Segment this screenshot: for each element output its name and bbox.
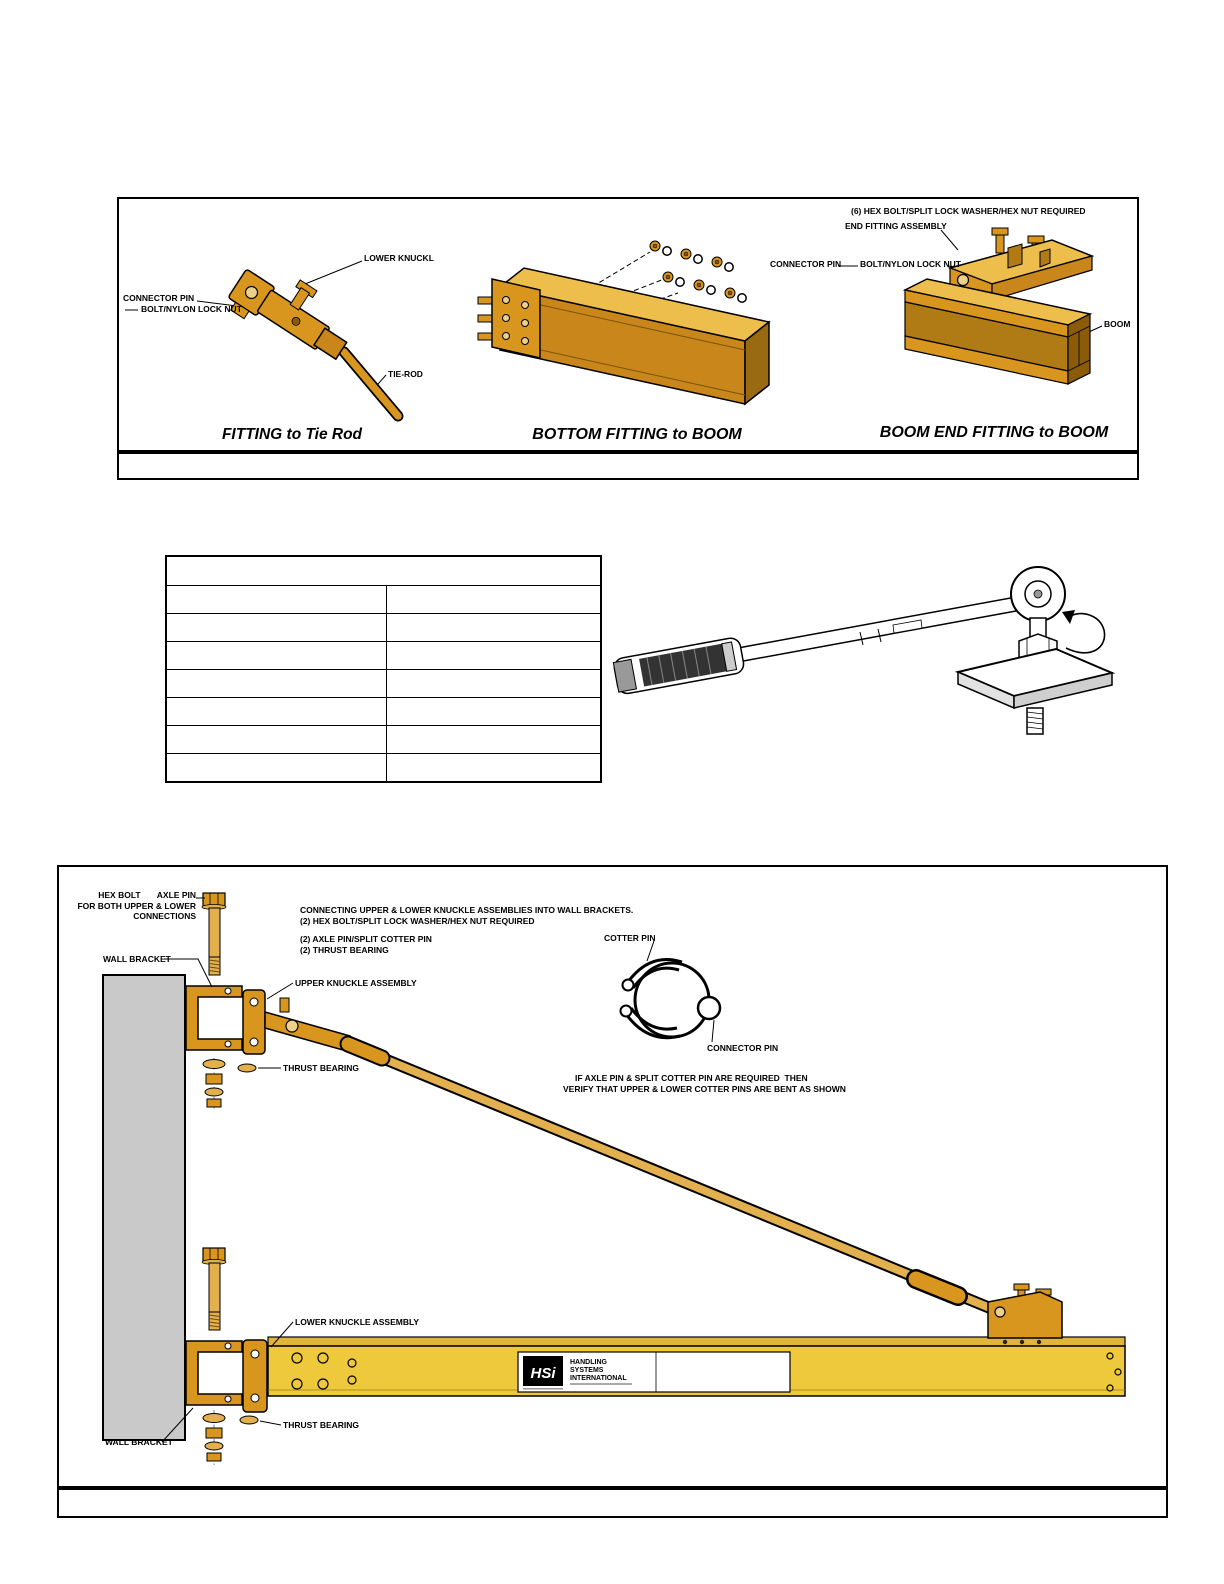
table-cell (167, 586, 387, 613)
label-thrust-bearing-top: THRUST BEARING (283, 1063, 360, 1073)
table-cell (167, 670, 387, 697)
table-cell (387, 586, 600, 613)
hex-bolt-axle-pin-line1: HEX BOLT AXLE PIN (98, 890, 196, 900)
rotation-arrow (1066, 614, 1105, 653)
table-cell (167, 754, 387, 781)
hex-bolt-bottom (202, 1248, 226, 1330)
label-thrust-bearing-bottom: THRUST BEARING (283, 1420, 360, 1430)
top-figures-art (117, 197, 1139, 452)
label-connector-pin-1: CONNECTOR PIN (123, 293, 195, 303)
table-cell (167, 726, 387, 753)
wall-column (103, 975, 185, 1440)
table-row (167, 585, 600, 613)
label-connector-pin: CONNECTOR PIN (707, 1043, 779, 1053)
table-cell (167, 698, 387, 725)
hsi-label (518, 1352, 790, 1392)
label-tie-rod: TIE-ROD (388, 369, 423, 379)
caption-fitting-to-tie-rod: FITTING to Tie Rod (221, 426, 363, 443)
table-cell (167, 614, 387, 641)
label-cotter-pin: COTTER PIN (604, 933, 656, 943)
wall-bracket-bottom-figure (186, 1341, 242, 1405)
hsi-name-line2: SYSTEMS (570, 1367, 604, 1374)
torque-wrench-figure (613, 567, 1112, 734)
boom-end-fitting-figure (838, 228, 1102, 384)
caption-bottom-fitting-to-boom: BOTTOM FITTING to BOOM (532, 426, 742, 443)
table-row (167, 753, 600, 781)
label-wall-bracket-top: WALL BRACKET (103, 954, 171, 964)
table-cell (387, 698, 600, 725)
label-wall-bracket-bottom: WALL BRACKET (105, 1437, 173, 1447)
hsi-name-line3: INTERNATIONAL (570, 1375, 627, 1382)
hsi-name-line1: HANDLING (570, 1359, 607, 1366)
label-lower-knuckle: LOWER KNUCKL (364, 253, 434, 263)
note-line4: (2) THRUST BEARING (300, 945, 389, 955)
label-hex-bolt-note: (6) HEX BOLT/SPLIT LOCK WASHER/HEX NUT REQUIRED (851, 206, 1086, 216)
table-row (167, 641, 600, 669)
warning-line2: VERIFY THAT UPPER & LOWER COTTER PINS ARE BENT AS SHOWN (563, 1084, 846, 1094)
boom-end-fitting-bottom-figure (988, 1284, 1062, 1344)
assembly-art (57, 865, 1168, 1488)
label-bolt-nylon-lock-nut-1: BOLT/NYLON LOCK NUT (141, 304, 242, 314)
upper-knuckle-figure (243, 990, 350, 1054)
hsi-logo-text: HSi (530, 1365, 556, 1382)
fitting-to-tie-rod-figure (125, 252, 398, 416)
table-cell (387, 754, 600, 781)
table-cell (387, 726, 600, 753)
hex-bolt-top (202, 893, 226, 975)
top-panel-footer-bar (117, 452, 1139, 480)
torque-wrench-art (612, 552, 1122, 747)
spec-table (165, 555, 602, 783)
thrust-bearing-top-figure (238, 1064, 256, 1072)
thrust-bearing-bottom-figure (240, 1416, 258, 1424)
table-cell (167, 642, 387, 669)
spec-table-header (167, 557, 600, 585)
table-row (167, 613, 600, 641)
caption-boom-end-fitting-to-boom: BOOM END FITTING to BOOM (879, 424, 1109, 441)
assembly-panel-footer-bar (57, 1488, 1168, 1518)
wall-bracket-top-figure (186, 986, 242, 1050)
connector-pin-figure (621, 960, 721, 1038)
label-lower-knuckle-assembly: LOWER KNUCKLE ASSEMBLY (295, 1317, 420, 1327)
note-line3: (2) AXLE PIN/SPLIT COTTER PIN (300, 934, 432, 944)
table-cell (387, 614, 600, 641)
table-cell (387, 642, 600, 669)
label-boom: BOOM (1104, 319, 1131, 329)
hex-bolt-axle-pin-line2: FOR BOTH UPPER & LOWER (77, 900, 196, 911)
hex-bolt-axle-pin-line3: CONNECTIONS (133, 911, 196, 922)
note-line1: CONNECTING UPPER & LOWER KNUCKLE ASSEMBLIES INTO WALL BRACKETS. (300, 905, 634, 915)
warning-line1: IF AXLE PIN & SPLIT COTTER PIN ARE REQUIRED THEN (575, 1073, 808, 1083)
label-upper-knuckle-assembly: UPPER KNUCKLE ASSEMBLY (295, 978, 417, 988)
table-row (167, 725, 600, 753)
note-line2: (2) HEX BOLT/SPLIT LOCK WASHER/HEX NUT REQUIRED (300, 916, 535, 926)
boom-figure (268, 1337, 1125, 1396)
table-cell (387, 670, 600, 697)
lower-knuckle-figure (243, 1340, 267, 1412)
hex-bolt-axle-pin-label (63, 890, 196, 922)
table-row (167, 669, 600, 697)
bottom-bracket-fasteners (203, 1414, 225, 1462)
label-connector-pin-3: CONNECTOR PIN BOLT/NYLON LOCK NUT (770, 259, 961, 269)
bottom-fitting-to-boom-figure (478, 241, 769, 404)
label-end-fitting-assembly: END FITTING ASSEMBLY (845, 221, 947, 231)
table-row (167, 697, 600, 725)
wrench-handle (613, 637, 745, 696)
top-bracket-fasteners (203, 1060, 225, 1108)
